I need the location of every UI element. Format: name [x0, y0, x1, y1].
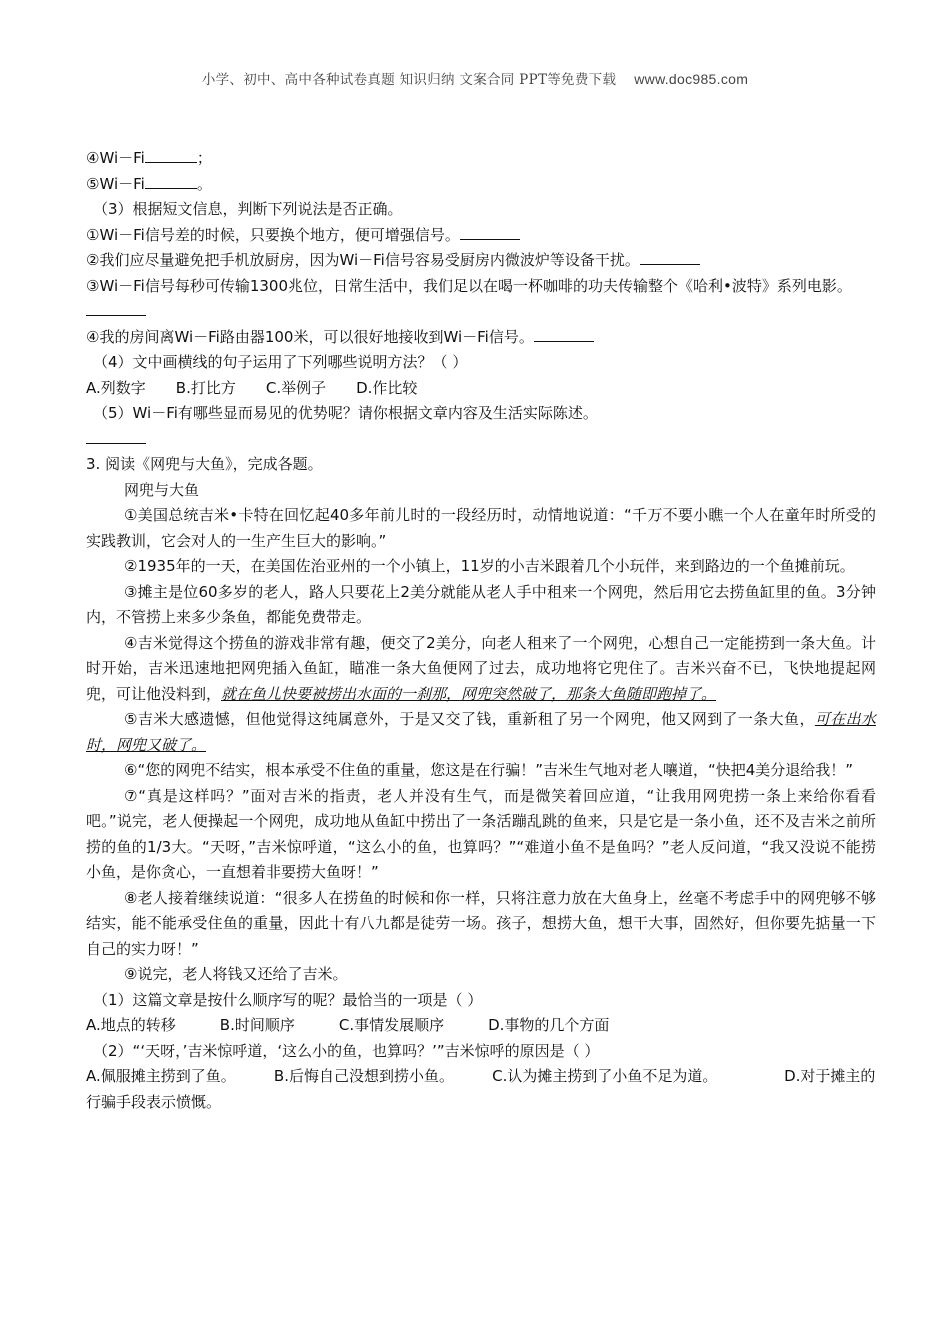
header-text: 小学、初中、高中各种试卷真题 知识归纳 文案合同 PPT等免费下载: [201, 72, 617, 88]
q2-part5-answer: [86, 427, 876, 453]
option-a[interactable]: A.列数字: [86, 378, 146, 397]
answer-blank[interactable]: [86, 301, 146, 316]
q2-part3-statement-4: ④我的房间离Wi－Fi路由器100米，可以很好地接收到Wi－Fi信号。: [86, 325, 876, 351]
q2-part3-statement-2: ②我们应尽量避免把手机放厨房，因为Wi－Fi信号容易受厨房内微波炉等设备干扰。: [86, 248, 876, 274]
q2-item5: ⑤Wi－Fi 。: [86, 174, 212, 193]
page-header: [0, 68, 950, 88]
passage-paragraph-4: ④吉米觉得这个捞鱼的游戏非常有趣，便交了2美分，向老人租来了一个网兜，心想自己一定能捞到一条大鱼。计时开始，吉米迅速地把网兜插入鱼缸，瞄准一条大鱼便网了过去，成功地将它兜住了。吉米兴奋不已，飞快地提起网兜，可让他没料到，就在鱼儿快要被捞出水面的一刹那，网兜突然破了，那条大鱼随即跑掉了。: [86, 633, 876, 703]
q2-part3-prompt: （3）根据短文信息，判断下列说法是否正确。: [93, 200, 403, 218]
option-c[interactable]: C.事情发展顺序: [338, 1016, 445, 1034]
option-b[interactable]: B.时间顺序: [219, 1016, 295, 1034]
option-a[interactable]: A.地点的转移: [86, 1016, 176, 1034]
q3-sub2-options[interactable]: A.佩服摊主捞到了鱼。 B.后悔自己没想到捞小鱼。 C.认为摊主捞到了小鱼不足为道。 D.对于摊主的行骗手段表示愤慨。: [86, 1067, 876, 1111]
passage-paragraph-1: ①美国总统吉米•卡特在回忆起40多年前儿时的一段经历时，动情地说道：“千万不要小瞧一个人在童年时所受的实践教训，它会对人的一生产生巨大的影响。”: [86, 506, 876, 550]
q3-sub1-prompt: （1）这篇文章是按什么顺序写的呢？最恰当的一项是（ ）: [93, 990, 483, 1009]
answer-blank[interactable]: [460, 225, 520, 240]
answer-blank[interactable]: [86, 429, 146, 444]
passage-paragraph-9: ⑨说完，老人将钱又还给了吉米。: [124, 965, 348, 983]
underlined-sentence: 可在出水时，网兜又破了。: [86, 710, 876, 754]
q2-part4-options: [86, 376, 876, 402]
q2-part4-prompt: （4）文中画横线的句子运用了下列哪些说明方法？（ ）: [93, 353, 468, 371]
option-b[interactable]: B.打比方: [175, 378, 236, 397]
answer-blank[interactable]: [145, 174, 197, 189]
q3-sub2-prompt: （2）“‘天呀，’吉米惊呼道，‘这么小的鱼，也算吗？’”吉米惊呼的原因是（ ）: [93, 1041, 600, 1060]
answer-blank[interactable]: [145, 148, 197, 163]
answer-blank[interactable]: [534, 327, 594, 342]
passage-paragraph-3: ③摊主是位60多岁的老人，路人只要花上2美分就能从老人手中租来一个网兜，然后用它去捞鱼缸里的鱼。3分钟内，不管捞上来多少条鱼，都能免费带走。: [86, 582, 876, 626]
option-c[interactable]: C.举例子: [265, 378, 327, 397]
q2-part3-statement-3: ③Wi－Fi信号每秒可传输1300兆位，日常生活中，我们足以在喝一杯咖啡的功夫传输整个《哈利•波特》系列电影。: [86, 274, 876, 325]
header-url[interactable]: www.doc985.com: [634, 71, 749, 87]
passage-title: 网兜与大鱼: [124, 480, 200, 499]
passage-paragraph-7: ⑦“真是这样吗？”面对吉米的指责，老人并没有生气，而是微笑着回应道，“让我用网兜捞一条上来给你看看吧。”说完，老人便操起一个网兜，成功地从鱼缸中捞出了一条活蹦乱跳的鱼来，只是它是一条小鱼，还不及吉米之前所捞的鱼的1/3大。“天呀，”吉米惊呼道，“这么小的鱼，也算吗？”“难道小鱼不是鱼吗？”老人反问道，“我又没说不能捞小鱼，是你贪心，一直想着非要捞大鱼呀！”: [86, 786, 876, 881]
option-d[interactable]: D.事物的几个方面: [488, 1016, 610, 1034]
passage-paragraph-8: ⑧老人接着继续说道：“很多人在捞鱼的时候和你一样，只将注意力放在大鱼身上，丝毫不考虑手中的网兜够不够结实，能不能承受住鱼的重量，因此十有八九都是徒劳一场。孩子，想捞大鱼，想干大事，固然好，但你要先掂量一下自己的实力呀！”: [86, 888, 876, 958]
passage-paragraph-2: ②1935年的一天，在美国佐治亚州的一个小镇上，11岁的小吉米跟着几个小玩伴，来到路边的一个鱼摊前玩。: [124, 557, 855, 575]
q2-item4: ④Wi－Fi ；: [86, 149, 212, 167]
q3-intro: 3. 阅读《网兜与大鱼》，完成各题。: [86, 455, 323, 473]
answer-blank[interactable]: [640, 250, 700, 265]
document-body: [86, 146, 876, 1115]
passage-paragraph-5: ⑤吉米大感遗憾，但他觉得这纯属意外，于是又交了钱，重新租了另一个网兜，他又网到了一条大鱼，可在出水时，网兜又破了。: [86, 710, 876, 754]
underlined-sentence: 就在鱼儿快要被捞出水面的一刹那，网兜突然破了，那条大鱼随即跑掉了。: [221, 684, 717, 703]
q2-part3-statement-1: ①Wi－Fi信号差的时候，只要换个地方，便可增强信号。: [86, 223, 876, 249]
option-d[interactable]: D.作比较: [356, 378, 418, 397]
q3-sub1-options: [86, 1013, 876, 1039]
q2-part5-prompt: （5）Wi－Fi有哪些显而易见的优势呢？请你根据文章内容及生活实际陈述。: [93, 404, 598, 422]
passage-paragraph-6: ⑥“您的网兜不结实，根本承受不住鱼的重量，您这是在行骗！”吉米生气地对老人嚷道，“快把4美分退给我！”: [124, 761, 854, 779]
